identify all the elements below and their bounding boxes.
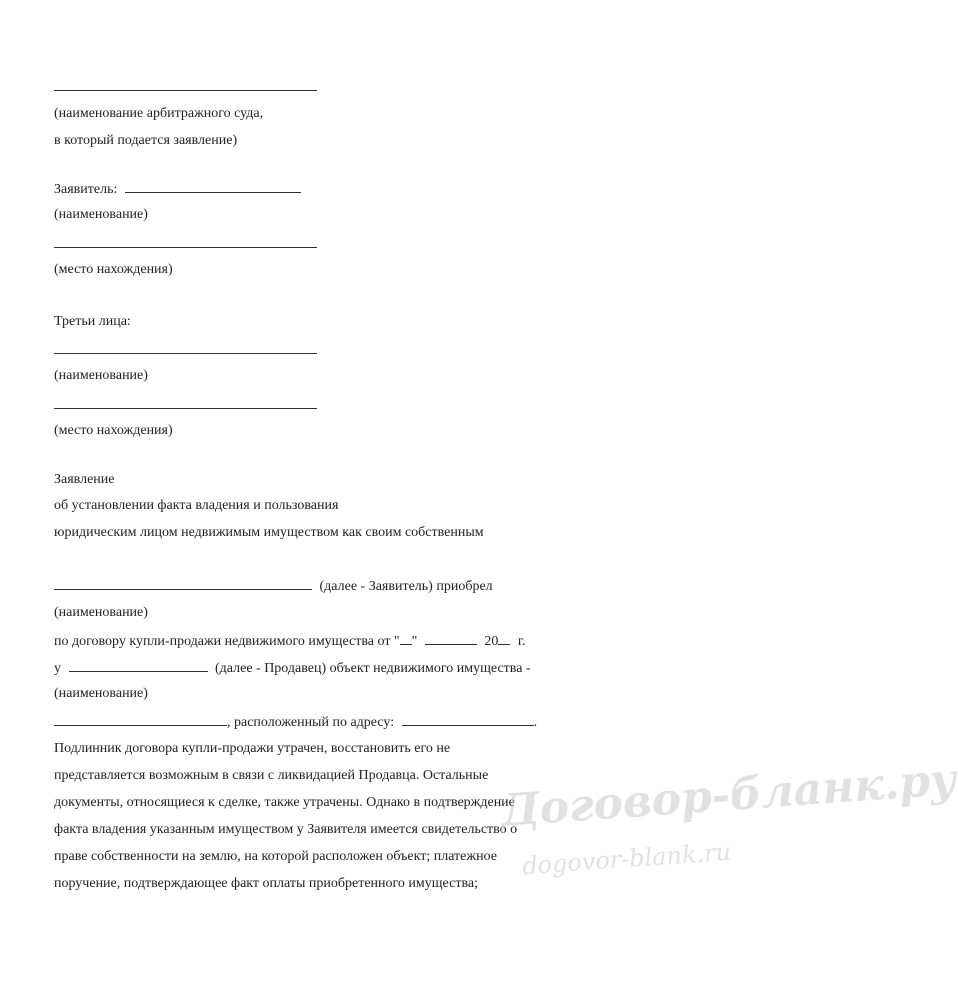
contract-date-row	[54, 632, 526, 650]
acquirer-name-blank	[54, 577, 312, 590]
contract-year-blank	[498, 632, 510, 645]
acquirer-suffix: (далее - Заявитель) приобрел	[319, 579, 493, 594]
court-caption-line1: (наименование арбитражного суда,	[54, 106, 264, 121]
document-title-line3: юридическим лицом недвижимым имуществом как своим собственным	[54, 525, 484, 540]
property-name-blank	[54, 713, 227, 726]
contract-year-prefix: 20	[484, 634, 499, 649]
paragraph-line-2: представляется возможным в связи с ликвидацией Продавца. Остальные	[54, 768, 489, 783]
third-party-location-caption: (место нахождения)	[54, 423, 173, 438]
paragraph-line-1: Подлинник договора купли-продажи утрачен, восстановить его не	[54, 741, 451, 756]
applicant-location-caption: (место нахождения)	[54, 262, 173, 277]
paragraph-line-3: документы, относящиеся к сделке, также утрачены. Однако в подтверждение	[54, 795, 515, 810]
watermark-logo: Договор-бланк.ру	[498, 754, 958, 837]
court-caption-line2: в который подается заявление)	[54, 133, 238, 148]
document-title-line2: об установлении факта владения и пользования	[54, 498, 339, 513]
paragraph-line-5: праве собственности на землю, на которой расположен объект; платежное	[54, 849, 497, 864]
applicant-row	[54, 180, 301, 198]
applicant-name-caption: (наименование)	[54, 207, 148, 222]
seller-row	[54, 659, 531, 677]
contract-quote-close: "	[411, 634, 418, 649]
property-name-caption: (наименование)	[54, 686, 148, 701]
contract-month-blank	[425, 632, 477, 645]
third-party-name-caption: (наименование)	[54, 368, 148, 383]
court-name-line	[54, 90, 317, 91]
contract-prefix: по договору купли-продажи недвижимого имущества от "	[54, 634, 400, 649]
address-blank	[402, 713, 534, 726]
acquirer-row	[54, 577, 493, 595]
applicant-location-line	[54, 247, 317, 248]
contract-year-suffix: г.	[517, 634, 526, 649]
applicant-label: Заявитель:	[54, 182, 118, 197]
seller-prefix: у	[54, 661, 61, 676]
applicant-name-blank	[125, 180, 301, 193]
document-title: Заявление	[54, 472, 115, 487]
contract-day-blank	[400, 632, 412, 645]
seller-suffix: (далее - Продавец) объект недвижимого имущества -	[215, 661, 531, 676]
third-party-location-line	[54, 408, 317, 409]
paragraph-line-6: поручение, подтверждающее факт оплаты приобретенного имущества;	[54, 876, 478, 891]
acquirer-name-caption: (наименование)	[54, 605, 148, 620]
paragraph-line-4: факта владения указанным имуществом у Заявителя имеется свидетельство о	[54, 822, 518, 837]
address-row	[54, 713, 537, 731]
address-end: .	[533, 715, 538, 730]
third-party-name-line	[54, 353, 317, 354]
watermark-url: dogovor-blank.ru	[521, 837, 732, 881]
address-label: , расположенный по адресу:	[227, 715, 395, 730]
third-parties-label: Третьи лица:	[54, 314, 131, 329]
seller-name-blank	[69, 659, 208, 672]
